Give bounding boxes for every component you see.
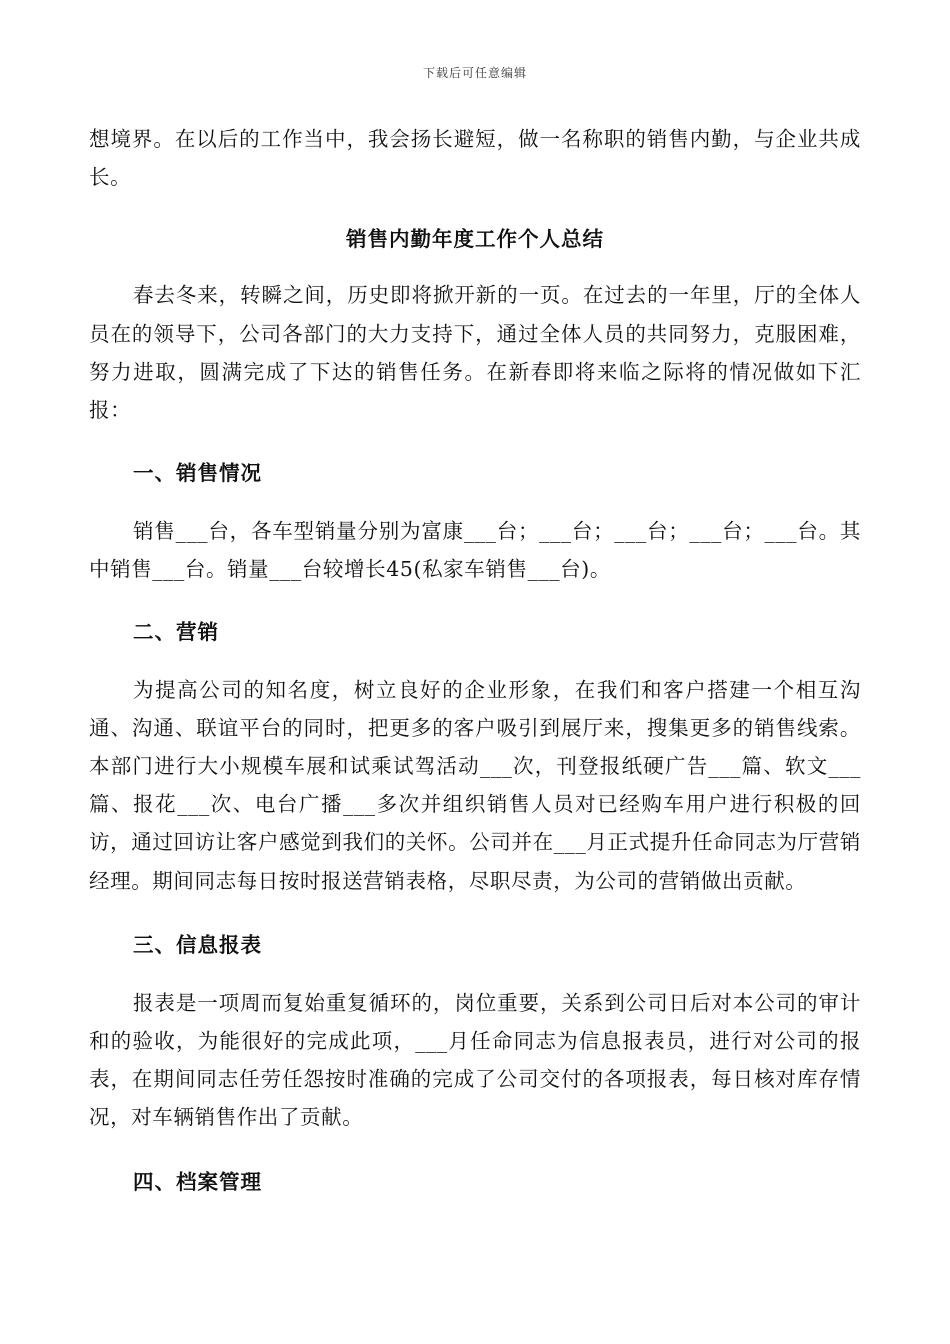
- document-title: 销售内勤年度工作个人总结: [346, 227, 604, 252]
- section-heading-reports: 三、信息报表: [133, 932, 262, 957]
- opening-paragraph: 春去冬来，转瞬之间，历史即将掀开新的一页。在过去的一年里，厅的全体人员在的领导下，公司各部门的大力支持下，通过全体人员的共同努力，克服困难，努力进取，圆满完成了下达的销售任务。在新春即将来临之际将的情况做如下汇报：: [89, 283, 861, 423]
- spacer: [89, 900, 861, 926]
- spacer: [89, 589, 861, 613]
- section-paragraph-reports: 报表是一项周而复始重复循环的，岗位重要，关系到公司日后对本公司的审计和的验收，为能很好的完成此项，___月任命同志为信息报表员，进行对公司的报表，在期间同志任劳任怨按时准确的完成了公司交付的各项报表，每日核对库存情况，对车辆销售作出了贡献。: [89, 990, 861, 1130]
- spacer: [89, 196, 861, 220]
- spacer: [89, 964, 861, 984]
- section-paragraph-sales: 销售___台，各车型销量分别为富康___台；___台；___台；___台；___台。其中销售___台。销量___台较增长45(私家车销售___台)。: [89, 519, 861, 582]
- page-header-note: 下载后可任意编辑: [422, 66, 527, 80]
- section-paragraph-marketing: 为提高公司的知名度，树立良好的企业形象，在我们和客户搭建一个相互沟通、沟通、联谊平台的同时，把更多的客户吸引到展厅来，搜集更多的销售线索。本部门进行大小规模车展和试乘试驾活动___次，刊登报纸硬广告___篇、软文___篇、报花___次、电台广播___多次并组织销售人员对已经购车用户进行积极的回访，通过回访让客户感觉到我们的关怀。公司并在___月正式提升任命同志为厅营销经理。期间同志每日按时报送营销表格，尽职尽责，为公司的营销做出贡献。: [89, 677, 861, 893]
- spacer: [89, 258, 861, 276]
- spacer: [89, 429, 861, 454]
- section-heading-archives: 四、档案管理: [133, 1169, 262, 1194]
- spacer: [89, 492, 861, 512]
- spacer: [89, 651, 861, 671]
- section-heading-sales: 一、销售情况: [133, 461, 262, 486]
- document-body: [89, 120, 861, 1201]
- spacer: [89, 1137, 861, 1163]
- intro-paragraph: 想境界。在以后的工作当中，我会扬长避短，做一名称职的销售内勤，与企业共成长。: [89, 127, 861, 190]
- section-heading-marketing: 二、营销: [133, 619, 219, 644]
